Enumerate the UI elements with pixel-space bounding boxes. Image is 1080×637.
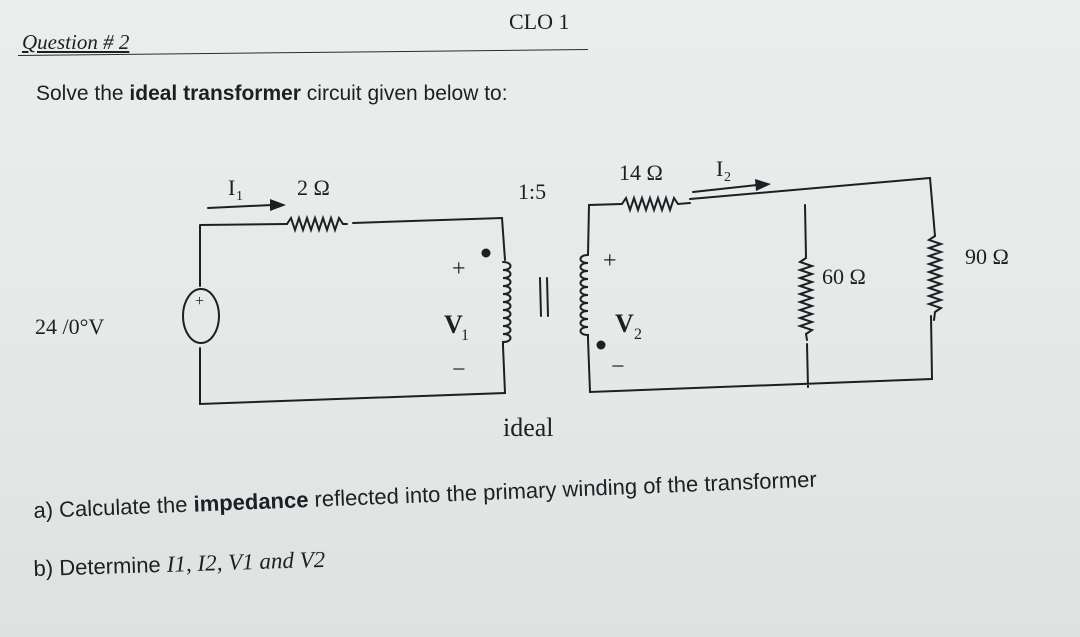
turns-ratio-label: 1:5 [518,179,547,204]
clo-label: CLO 1 [509,9,570,34]
secondary-polarity-dot [597,341,606,350]
core-ideal-label: ideal [503,413,554,442]
resistor-90-ohm [929,236,941,320]
i2-arrowhead [755,179,771,191]
i2-subscript: 2 [724,170,731,185]
instruction-suffix: circuit given below to: [300,82,508,105]
i2-arrow [693,185,757,192]
primary-polarity-dot [482,249,491,258]
i1-subscript: 1 [236,189,243,204]
source-voltage-label: 24 /0°V [35,314,105,339]
i1-arrow [208,205,272,208]
transformer-core [540,278,548,316]
instruction-prefix: Solve the [36,82,130,105]
r3-label: 60 Ω [822,264,866,289]
resistor-14-ohm [622,198,690,210]
question-b-prefix: b) Determine [33,551,168,582]
question-heading: Question # 2 [22,30,130,54]
v2-subscript: 2 [634,326,642,343]
instruction-emphasis: ideal transformer [129,82,301,105]
question-a-suffix: reflected into the primary winding of the transformer [307,466,818,512]
v1-subscript: 1 [461,327,469,344]
resistor-60-ohm [800,258,812,340]
secondary-coil [581,255,589,339]
primary-coil [503,262,511,346]
secondary-wiring [588,178,935,392]
question-a-emphasis: impedance [193,486,309,517]
v2-minus-sign: − [611,354,625,380]
r1-label: 2 Ω [297,175,330,200]
v1-plus-sign: + [452,256,466,282]
source-plus-sign: + [195,293,205,310]
i1-label: I [228,175,236,200]
r2-label: 14 Ω [619,160,663,185]
v2-label: V [615,309,634,338]
r4-label: 90 Ω [965,244,1009,269]
i1-arrowhead [270,199,286,211]
v2-plus-sign: + [603,248,617,274]
question-a-prefix: a) Calculate the [32,491,195,524]
i2-label: I [716,156,724,181]
resistor-2-ohm [287,218,347,230]
v1-label: V [444,310,463,339]
v1-minus-sign: − [452,357,466,383]
question-b-variables: I1, I2, V1 and V2 [166,546,326,577]
